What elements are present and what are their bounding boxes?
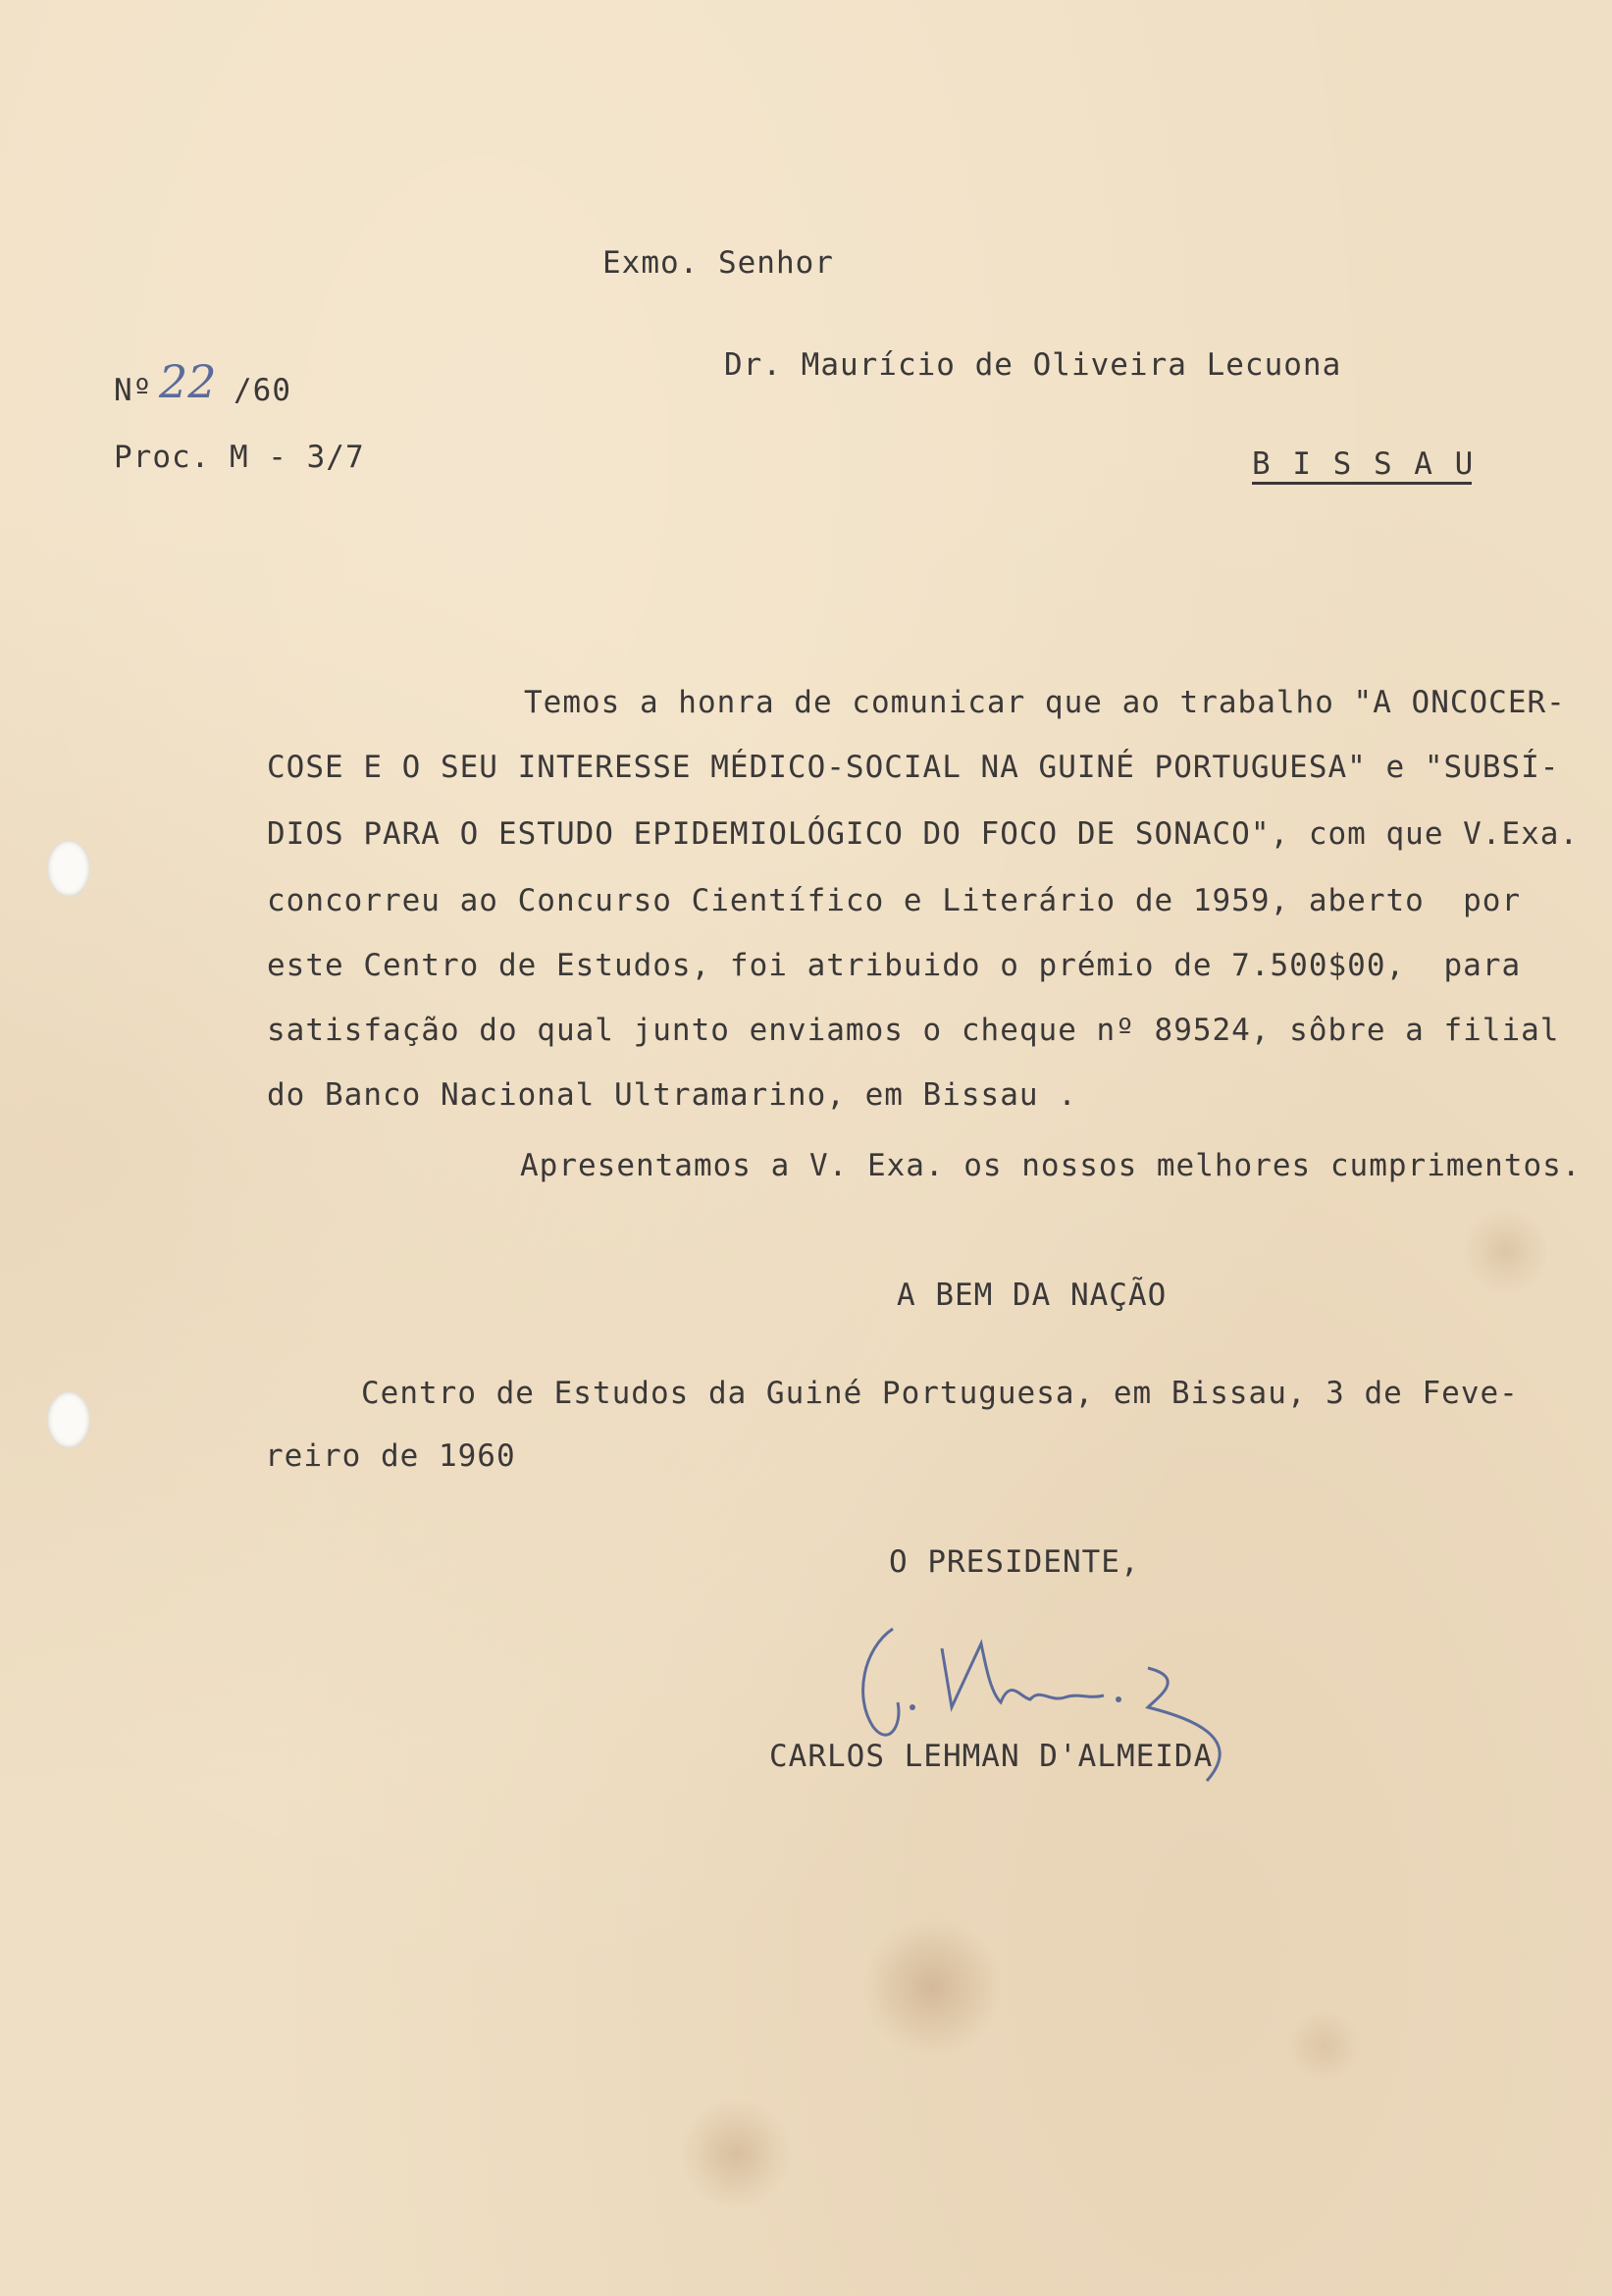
recipient-name: Dr. Maurício de Oliveira Lecuona [724, 347, 1342, 383]
paper-stain [863, 1913, 1001, 2061]
salutation: Exmo. Senhor [602, 245, 834, 281]
reference-number-handwritten: 22 [159, 355, 217, 408]
place-date-line: Centro de Estudos da Guiné Portuguesa, em Bissau, 3 de Feve- [361, 1376, 1519, 1411]
paper-stain [1462, 1207, 1550, 1295]
paper-stain [677, 2100, 795, 2208]
process-reference: Proc. M - 3/7 [114, 440, 365, 475]
city-underline [1252, 482, 1472, 485]
body-line: do Banco Nacional Ultramarino, em Bissau . [267, 1077, 1077, 1113]
body-line: COSE E O SEU INTERESSE MÉDICO-SOCIAL NA GUINÉ PORTUGUESA" e "SUBSÍ- [267, 750, 1560, 785]
punch-hole [47, 840, 90, 897]
body-line: este Centro de Estudos, foi atribuido o prémio de 7.500$00, para [267, 948, 1522, 983]
body-line: DIOS PARA O ESTUDO EPIDEMIOLÓGICO DO FOCO DE SONACO", com que V.Exa. [267, 816, 1580, 852]
signatory-title: O PRESIDENTE, [889, 1544, 1140, 1580]
reference-number-suffix: /60 [234, 373, 291, 408]
body-line: Temos a honra de comunicar que ao trabalho "A ONCOCER- [524, 685, 1566, 720]
punch-hole [47, 1391, 90, 1448]
motto: A BEM DA NAÇÃO [897, 1278, 1168, 1313]
reference-number-prefix: Nº [114, 373, 153, 408]
closing-line: Apresentamos a V. Exa. os nossos melhores cumprimentos. [520, 1148, 1582, 1183]
paper-stain [1285, 2011, 1364, 2080]
place-date-line: reiro de 1960 [265, 1438, 516, 1474]
recipient-city: B I S S A U [1252, 446, 1476, 482]
body-line: concorreu ao Concurso Científico e Literário de 1959, aberto por [267, 883, 1522, 918]
body-line: satisfação do qual junto enviamos o cheque nº 89524, sôbre a filial [267, 1013, 1560, 1048]
signatory-name: CARLOS LEHMAN D'ALMEIDA [769, 1739, 1214, 1774]
